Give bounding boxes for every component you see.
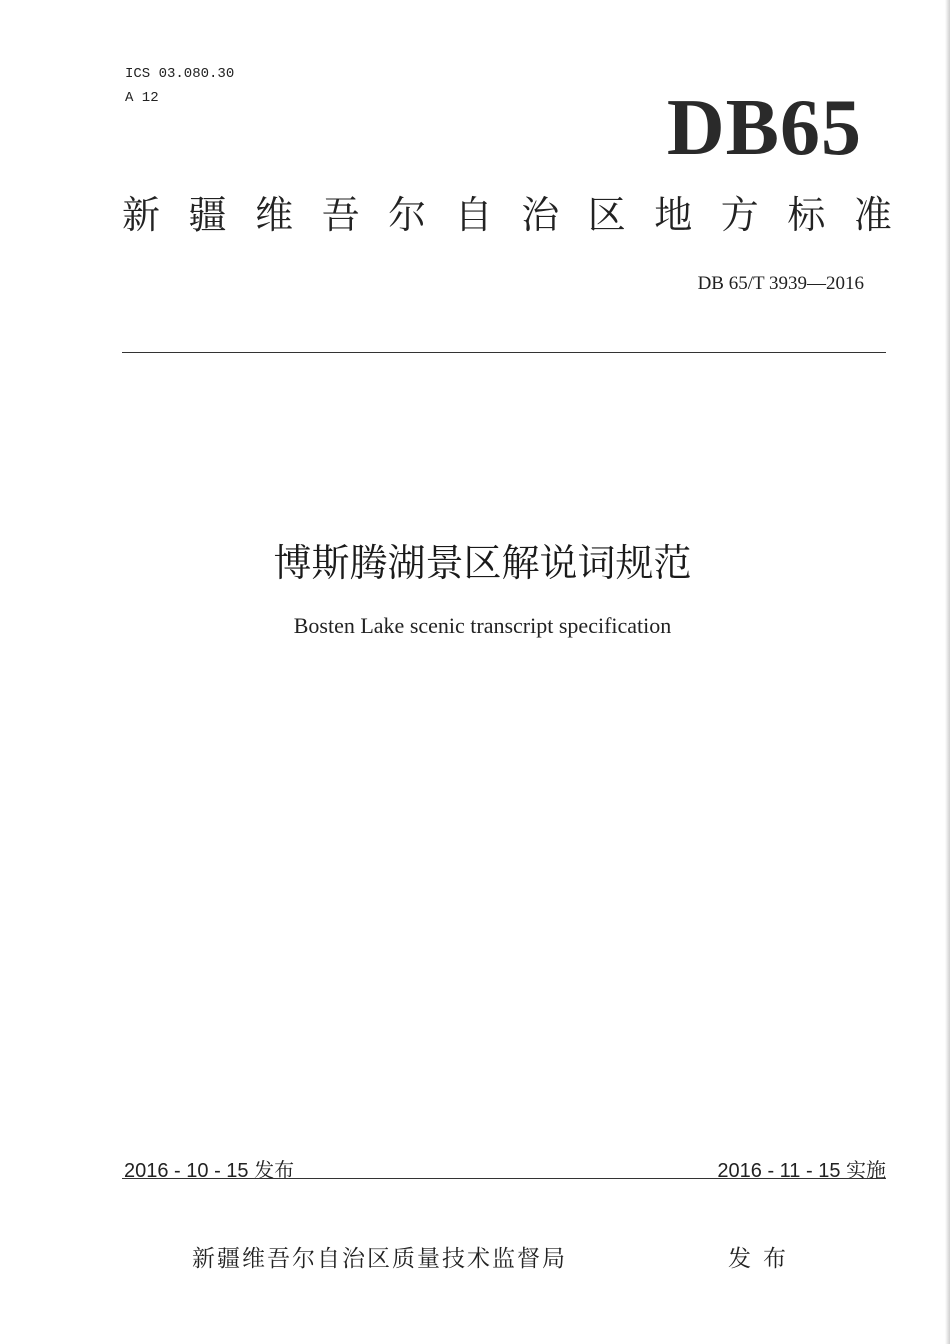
top-divider — [122, 352, 886, 353]
publish-date: 2016 - 10 - 15 发布 — [124, 1160, 295, 1182]
scan-edge-shadow — [945, 0, 950, 1344]
standard-number: DB 65/T 3939—2016 — [697, 273, 864, 294]
standard-type-char: 新 — [122, 193, 161, 237]
standard-type-char: 区 — [587, 193, 626, 237]
standard-type-char: 方 — [720, 193, 759, 237]
issuing-authority: 新疆维吾尔自治区质量技术监督局 — [192, 1246, 567, 1272]
standard-type-char: 治 — [521, 193, 560, 237]
ics-code: ICS 03.080.30 — [125, 66, 235, 82]
standard-type-char: 准 — [853, 193, 892, 237]
ccs-code: A 12 — [125, 90, 159, 106]
standard-type-char: 吾 — [321, 193, 360, 237]
standard-type-char: 疆 — [188, 193, 227, 237]
implement-date: 2016 - 11 - 15 实施 — [717, 1160, 886, 1182]
standard-type-char: 自 — [454, 193, 493, 237]
standard-type-char: 地 — [654, 193, 693, 237]
standard-type-heading — [122, 193, 892, 237]
document-title-english: Bosten Lake scenic transcript specification — [293, 613, 672, 638]
db-logo: DB65 — [666, 84, 862, 172]
standard-type-char: 尔 — [388, 193, 427, 237]
standard-type-char: 维 — [255, 193, 294, 237]
bottom-divider — [122, 1178, 886, 1179]
issue-label: 发布 — [728, 1246, 798, 1272]
classification-codes — [125, 62, 234, 110]
document-title-chinese: 博斯腾湖景区解说词规范 — [273, 541, 692, 585]
standard-type-char: 标 — [787, 193, 826, 237]
